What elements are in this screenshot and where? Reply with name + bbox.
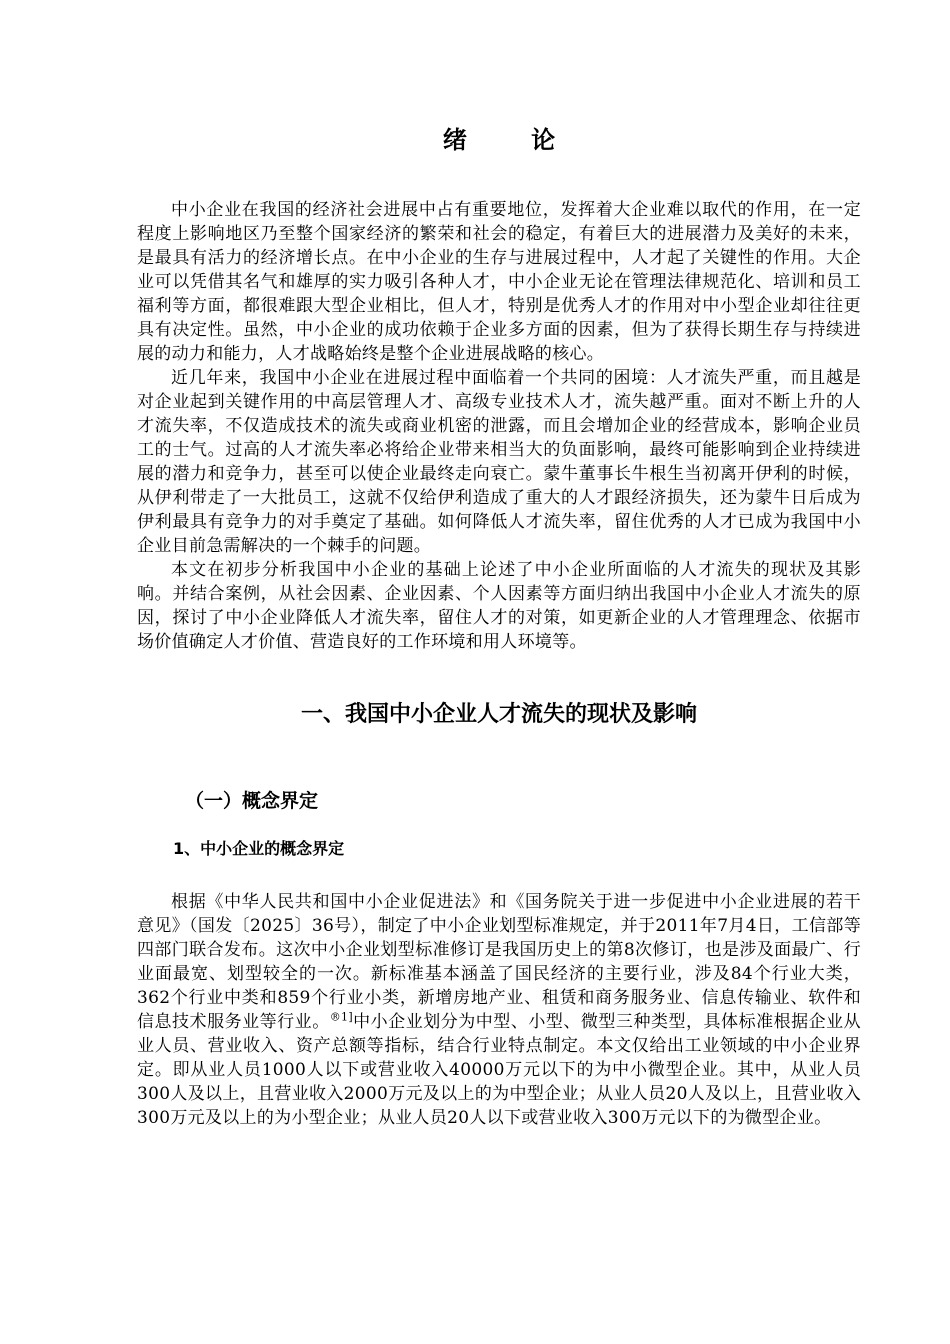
body-paragraph bbox=[137, 890, 861, 1130]
reference-mark: ®1] bbox=[329, 1010, 353, 1024]
body-paragraph-text-2: 中小企业划分为中型、小型、微型三种类型，具体标准根据企业从业人员、营业收入、资产总额等指标，结合行业特点制定。本文仅给出工业领域的中小企业界定。即从业人员1000人以下或营业收入40000万元以下的为中小微型企业。其中，从业人员300人及以上，且营业收入2000万元及以上的为中型企业；从业人员20人及以上，且营业收入300万元及以上的为小型企业；从业人员20人以下或营业收入300万元以下的为微型企业。 bbox=[137, 1012, 861, 1128]
subsubsection-heading: 1、中小企业的概念界定 bbox=[173, 839, 345, 858]
subsection-heading: （一）概念界定 bbox=[185, 790, 319, 812]
intro-paragraph-1: 中小企业在我国的经济社会进展中占有重要地位，发挥着大企业难以取代的作用，在一定程度上影响地区乃至整个国家经济的繁荣和社会的稳定，有着巨大的进展潜力及美好的未来，是最具有活力的经济增长点。在中小企业的生存与进展过程中，人才起了关键性的作用。大企业可以凭借其名气和雄厚的实力吸引各种人才，中小企业无论在管理法律规范化、培训和员工福利等方面，都很难跟大型企业相比，但人才，特别是优秀人才的作用对中小型企业却往往更具有决定性。虽然，中小企业的成功依赖于企业多方面的因素，但为了获得长期生存与持续进展的动力和能力，人才战略始终是整个企业进展战略的核心。 bbox=[137, 200, 861, 364]
intro-paragraph-2: 近几年来，我国中小企业在进展过程中面临着一个共同的困境：人才流失严重，而且越是对企业起到关键作用的中高层管理人才、高级专业技术人才，流失越严重。面对不断上升的人才流失率，不仅造成技术的流失或商业机密的泄露，而且会增加企业的经营成本，影响企业员工的士气。过高的人才流失率必将给企业带来相当大的负面影响，最终可能影响到企业持续进展的潜力和竞争力，甚至可以使企业最终走向衰亡。蒙牛董事长牛根生当初离开伊利的时候，从伊利带走了一大批员工，这就不仅给伊利造成了重大的人才跟经济损失，还为蒙牛日后成为伊利最具有竞争力的对手奠定了基础。如何降低人才流失率，留住优秀的人才已成为我国中小企业目前急需解决的一个棘手的问题。 bbox=[137, 368, 861, 556]
intro-paragraph-3: 本文在初步分析我国中小企业的基础上论述了中小企业所面临的人才流失的现状及其影响。并结合案例，从社会因素、企业因素、个人因素等方面归纳出我国中小企业人才流失的原因，探讨了中小企业降低人才流失率，留住人才的对策，如更新企业的人才管理理念、依据市场价值确定人才价值、营造良好的工作环境和用人环境等。 bbox=[137, 560, 861, 652]
body-paragraph-text-1: 根据《中华人民共和国中小企业促进法》和《国务院关于进一步促进中小企业进展的若干意见》（国发〔2025〕36号），制定了中小企业划型标准规定，并于2011年7月4日，工信部等四部门联合发布。这次中小企业划型标准修订是我国历史上的第8次修订，也是涉及面最广、行业面最宽、划型较全的一次。新标准基本涵盖了国民经济的主要行业，涉及84个行业大类，362个行业中类和859个行业小类，新增房地产业、租赁和商务服务业、信息传输业、软件和信息技术服务业等行业。 bbox=[137, 892, 861, 1032]
document-title: 绪 论 bbox=[442, 126, 584, 154]
section-heading: 一、我国中小企业人才流失的现状及影响 bbox=[300, 702, 697, 727]
document-page bbox=[137, 120, 861, 1130]
